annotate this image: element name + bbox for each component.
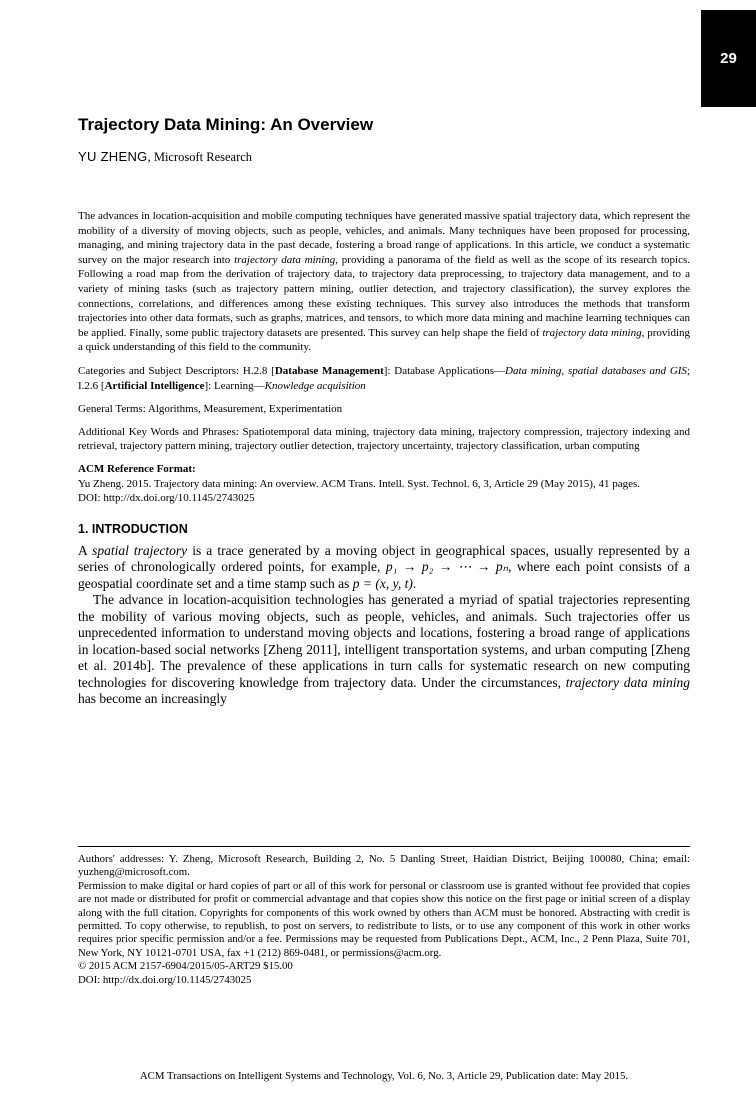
- permission-notice: Permission to make digital or hard copies of part or all of this work for personal or classroom use is granted without fee provided that copies are not made or distributed for profit or commercial advantage and that copies show this notice on the first page or initial screen of a display along with the full citation. Copyrights for components of this work owned by others than ACM must be honored. Abstracting with credit is permitted. To copy otherwise, to republish, to post on servers, to redistribute to lists, or to use any component of this work in other works requires prior specific permission and/or a fee. Permissions may be requested from Publications Dept., ACM, Inc., 2 Penn Plaza, Suite 701, New York, NY 10121-0701 USA, fax +1 (212) 869-0481, or permissions@acm.org.: [78, 879, 690, 959]
- intro-paragraph-1: [78, 543, 690, 593]
- page-number-badge: [701, 10, 756, 107]
- abstract-segment: , providing a quick understanding of this field to the community.: [78, 326, 690, 354]
- reference-format-label: ACM Reference Format:: [78, 462, 196, 475]
- intro-segment: has become an increasingly: [78, 691, 227, 707]
- journal-footer: ACM Transactions on Intelligent Systems and Technology, Vol. 6, No. 3, Article 29, Publication date: May 2015.: [139, 1070, 629, 1082]
- categories-segment: Categories and Subject Descriptors: H.2.8 [: [78, 364, 275, 377]
- authors-addresses-note: Authors' addresses: Y. Zheng, Microsoft Research, Building 2, No. 5 Danling Street, Haidian District, Beijing 100080, China; email: yuzheng@microsoft.com.: [78, 853, 690, 879]
- categories-segment: ]: Learning—: [204, 379, 265, 392]
- intro-paragraph-2: [78, 592, 690, 708]
- categories-segment-italic: Data mining, spatial databases and GIS: [505, 364, 687, 377]
- reference-doi: DOI: http://dx.doi.org/10.1145/2743025: [78, 492, 255, 505]
- reference-citation: Yu Zheng. 2015. Trajectory data mining: An overview. ACM Trans. Intell. Syst. Technol. 6, 3, Article 29 (May 2015), 41 pages.: [78, 477, 641, 490]
- abstract-segment-italic: trajectory data mining: [234, 253, 336, 266]
- page-number: 29: [720, 50, 737, 67]
- footnote-block: [78, 846, 690, 987]
- keywords-paragraph: Additional Key Words and Phrases: Spatiotemporal data mining, trajectory data mining, trajectory compression, trajectory indexing and retrieval, trajectory pattern mining, trajectory outlier detection, trajectory uncertainty, trajectory classification, urban computing: [78, 425, 690, 453]
- categories-segment: ; I.2.6 [: [78, 364, 690, 392]
- intro-segment-italic: spatial trajectory: [92, 542, 188, 558]
- intro-segment-italic: trajectory data mining: [565, 674, 690, 690]
- author-name: YU ZHENG: [78, 149, 148, 164]
- categories-segment-italic: Knowledge acquisition: [264, 379, 366, 392]
- abstract-segment: The advances in location-acquisition and mobile computing techniques have generated massive spatial trajectory data, which represent the mobility of a diversity of moving objects, such as people, vehicles, and animals. Many techniques have been proposed for processing, managing, and mining trajectory data in the past decade, fostering a broad range of applications. In this article, we conduct a systematic survey on the major research into: [78, 210, 690, 266]
- abstract-segment: , providing a panorama of the field as well as the scope of its research topics. Following a road map from the derivation of trajectory data, to trajectory data preprocessing, to trajectory data management, and to a variety of mining tasks (such as trajectory pattern mining, outlier detection, and trajectory classification), the survey explores the connections, correlations, and differences among these existing techniques. This survey also introduces the methods that transform trajectories into other data formats, such as graphs, matrices, and tensors, to which more data mining and machine learning techniques can be applied. Finally, some public trajectory datasets are presented. This survey can help shape the field of: [78, 253, 690, 339]
- general-terms: General Terms: Algorithms, Measurement, Experimentation: [78, 403, 343, 416]
- author-line: [78, 149, 690, 165]
- intro-segment: is a trace generated by a moving object in geographical spaces, usually represented by a series of chronologically ordered points, for example,: [78, 542, 690, 575]
- footnote-doi: DOI: http://dx.doi.org/10.1145/2743025: [78, 973, 252, 986]
- intro-segment: .: [412, 575, 417, 591]
- abstract-paragraph: [78, 209, 690, 355]
- math-expression: p₁ → p₂ → ⋯ → pₙ: [385, 559, 509, 575]
- section-heading-introduction: 1. INTRODUCTION: [78, 521, 188, 536]
- author-affiliation: , Microsoft Research: [147, 150, 253, 164]
- paper-content: [78, 0, 690, 844]
- intro-segment: The advance in location-acquisition technologies has generated a myriad of spatial trajectories representing the mobility of various moving objects, such as people, vehicles, and animals. Such trajectories offer us unprecedented information to understand moving objects and locations, fostering a broad range of applications in location-based social networks [Zheng 2011], intelligent transportation systems, and urban computing [Zheng et al. 2014b]. The prevalence of these applications in turn calls for systematic research on new computing technologies for discovering knowledge from trajectory data. Under the circumstances,: [78, 592, 690, 690]
- paper-title: Trajectory Data Mining: An Overview: [78, 115, 374, 134]
- categories-segment-bold: Artificial Intelligence: [104, 379, 205, 392]
- math-expression: p = (x, y, t): [352, 575, 413, 591]
- copyright-line: © 2015 ACM 2157-6904/2015/05-ART29 $15.00: [78, 960, 293, 973]
- intro-segment: A: [78, 542, 93, 558]
- categories-paragraph: [78, 364, 690, 393]
- categories-segment-bold: Database Management: [274, 364, 384, 377]
- acm-reference-format: [78, 462, 690, 506]
- footnote-divider: [78, 846, 690, 847]
- abstract-segment-italic: trajectory data mining: [542, 326, 642, 339]
- intro-segment: , where each point consists of a geospatial coordinate set and a time stamp such as: [78, 559, 690, 591]
- categories-segment: ]: Database Applications—: [383, 364, 506, 377]
